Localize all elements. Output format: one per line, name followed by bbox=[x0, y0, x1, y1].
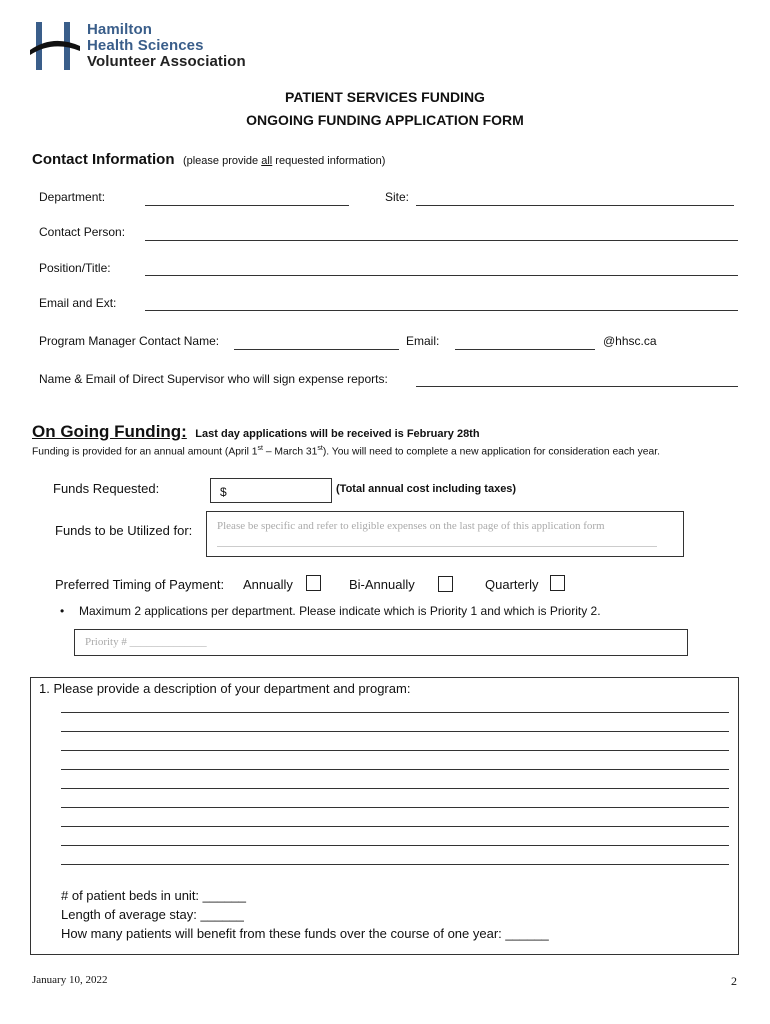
site-label: Site: bbox=[385, 190, 410, 204]
program-manager-label: Program Manager Contact Name: bbox=[39, 334, 220, 348]
supervisor-field[interactable] bbox=[416, 386, 738, 387]
answer-line-5[interactable] bbox=[61, 788, 729, 789]
answer-line-6[interactable] bbox=[61, 807, 729, 808]
form-title-line-2: ONGOING FUNDING APPLICATION FORM bbox=[246, 112, 524, 128]
page-number: 2 bbox=[731, 974, 737, 988]
average-stay-line: Length of average stay: ______ bbox=[61, 907, 244, 922]
contact-heading: Contact Information bbox=[32, 151, 175, 168]
answer-line-4[interactable] bbox=[61, 769, 729, 770]
funding-period-note: Funding is provided for an annual amount (April 1st – March 31st). You will need to complete a new application for consideration each year. bbox=[32, 445, 660, 458]
program-manager-field[interactable] bbox=[234, 349, 399, 350]
timing-label: Preferred Timing of Payment: bbox=[55, 577, 225, 592]
answer-line-1[interactable] bbox=[61, 712, 729, 713]
annually-checkbox[interactable] bbox=[306, 575, 321, 591]
bi-annually-checkbox[interactable] bbox=[438, 576, 453, 592]
ongoing-section-header bbox=[32, 422, 480, 442]
email-ext-field[interactable] bbox=[145, 310, 738, 311]
site-field[interactable] bbox=[416, 205, 734, 206]
supervisor-label: Name & Email of Direct Supervisor who will sign expense reports: bbox=[39, 372, 388, 386]
contact-person-label: Contact Person: bbox=[39, 225, 126, 239]
logo-mark-icon bbox=[28, 20, 84, 72]
footer-date: January 10, 2022 bbox=[32, 974, 108, 986]
logo-line-3: Volunteer Association bbox=[87, 53, 246, 70]
funds-utilized-placeholder: Please be specific and refer to eligible expenses on the last page of this application form bbox=[217, 520, 605, 532]
email-domain: @hhsc.ca bbox=[603, 334, 657, 348]
form-title-line-1: PATIENT SERVICES FUNDING bbox=[285, 89, 485, 105]
logo-line-2: Health Sciences bbox=[87, 37, 204, 54]
quarterly-label: Quarterly bbox=[485, 577, 539, 592]
position-field[interactable] bbox=[145, 275, 738, 276]
email-ext-label: Email and Ext: bbox=[39, 296, 117, 310]
answer-line-9[interactable] bbox=[61, 864, 729, 865]
question-1-label: 1. Please provide a description of your department and program: bbox=[39, 681, 411, 696]
contact-section-header bbox=[32, 151, 385, 169]
email-field[interactable] bbox=[455, 349, 595, 350]
priority-placeholder: Priority # ______________ bbox=[85, 636, 207, 648]
answer-line-8[interactable] bbox=[61, 845, 729, 846]
email-label: Email: bbox=[406, 334, 440, 348]
answer-line-3[interactable] bbox=[61, 750, 729, 751]
funds-requested-input[interactable] bbox=[210, 478, 332, 503]
contact-note: (please provide all requested information) bbox=[182, 155, 386, 167]
answer-line-7[interactable] bbox=[61, 826, 729, 827]
funds-utilized-input[interactable] bbox=[206, 511, 684, 557]
total-cost-note: (Total annual cost including taxes) bbox=[336, 483, 517, 495]
dollar-sign: $ bbox=[220, 485, 227, 499]
deadline-note: Last day applications will be received is February 28th bbox=[195, 428, 480, 440]
funds-requested-label: Funds Requested: bbox=[53, 481, 160, 496]
department-label: Department: bbox=[39, 190, 106, 204]
quarterly-checkbox[interactable] bbox=[550, 575, 565, 591]
department-field[interactable] bbox=[145, 205, 349, 206]
answer-line-2[interactable] bbox=[61, 731, 729, 732]
annually-label: Annually bbox=[243, 577, 293, 592]
bi-annually-label: Bi-Annually bbox=[349, 577, 415, 592]
priority-input[interactable] bbox=[74, 629, 688, 656]
ongoing-heading: On Going Funding: bbox=[32, 422, 187, 441]
bullet-icon: • bbox=[60, 604, 65, 618]
patient-beds-line: # of patient beds in unit: ______ bbox=[61, 888, 247, 903]
position-label: Position/Title: bbox=[39, 261, 111, 275]
funds-utilized-rule bbox=[217, 546, 657, 547]
max-applications-note: Maximum 2 applications per department. Please indicate which is Priority 1 and which is Priority 2. bbox=[79, 604, 601, 618]
patients-benefit-line: How many patients will benefit from these funds over the course of one year: ______ bbox=[61, 926, 549, 941]
logo-line-1: Hamilton bbox=[87, 21, 152, 38]
funds-utilized-label: Funds to be Utilized for: bbox=[55, 523, 193, 538]
contact-person-field[interactable] bbox=[145, 240, 738, 241]
logo bbox=[28, 20, 84, 72]
